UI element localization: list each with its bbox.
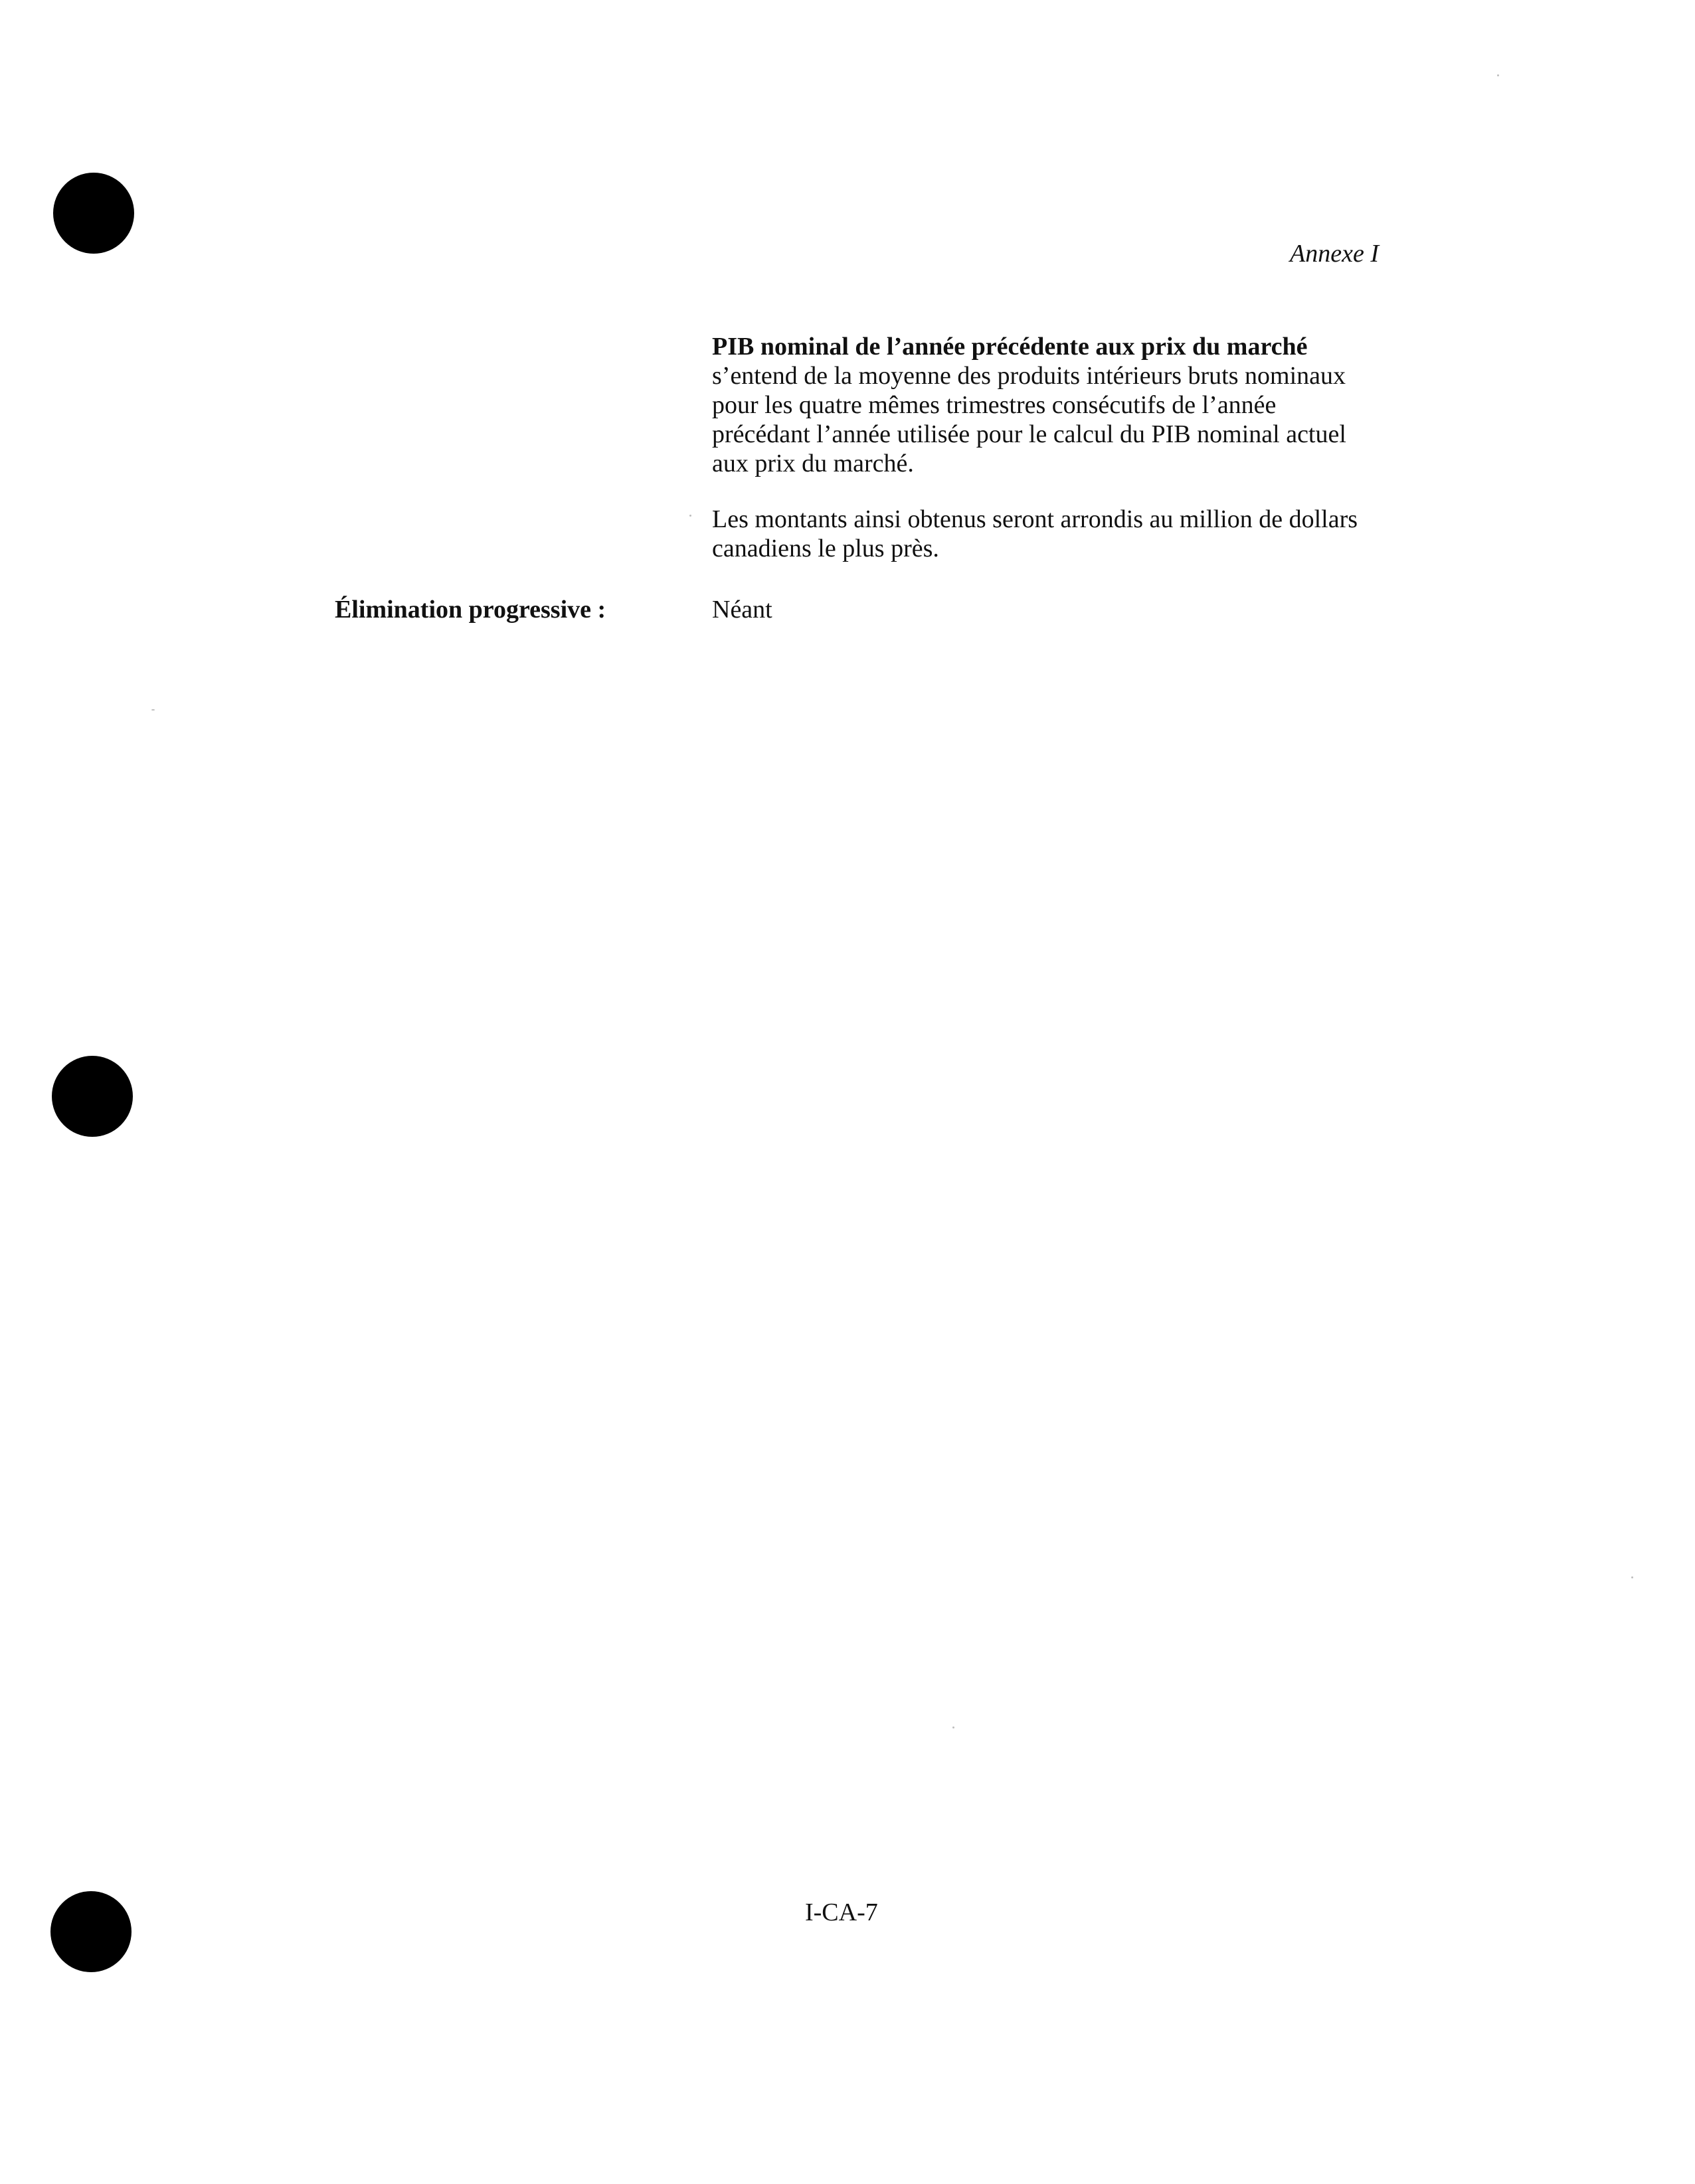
definition-paragraph [712, 332, 1376, 478]
annex-header: Annexe I [1290, 240, 1379, 268]
definition-block [712, 332, 1376, 563]
page-number: I-CA-7 [805, 1898, 878, 1926]
scan-speck [952, 1726, 954, 1728]
scan-speck [1631, 1576, 1633, 1578]
definition-body: s’entend de la moyenne des produits intérieurs bruts nominaux pour les quatre mêmes trimestres consécutifs de l’année précédant l’année utilisée pour le calcul du PIB nominal actuel aux prix du marché. [712, 362, 1346, 477]
scan-speck [689, 515, 691, 517]
phase-out-value: Néant [712, 596, 772, 624]
scan-speck [1497, 74, 1499, 76]
scan-speck [151, 709, 155, 711]
binder-hole-middle [52, 1056, 133, 1137]
phase-out-label: Élimination progressive : [335, 596, 606, 624]
binder-hole-bottom [50, 1891, 132, 1972]
definition-term: PIB nominal de l’année précédente aux prix du marché [712, 333, 1308, 361]
binder-hole-top [53, 173, 134, 254]
rounding-note: Les montants ainsi obtenus seront arrondis au million de dollars canadiens le plus près. [712, 505, 1358, 562]
